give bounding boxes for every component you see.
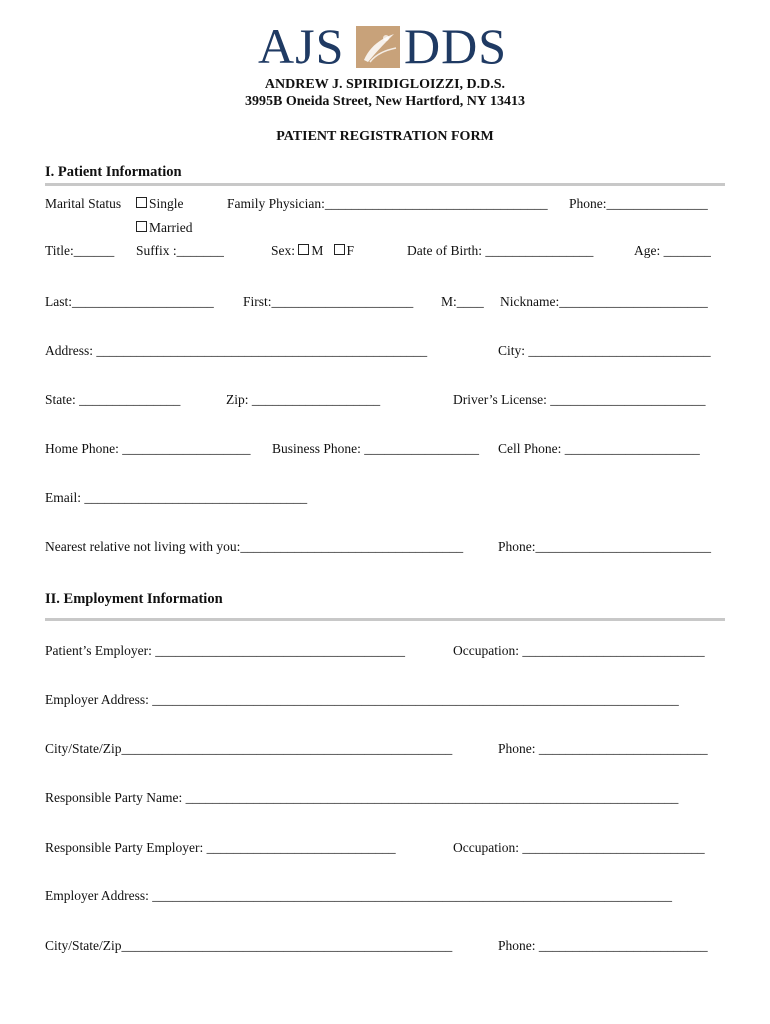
occupation-field[interactable]: Occupation: ___________________________ [453,643,705,658]
single-label: Single [149,196,184,211]
form-title: PATIENT REGISTRATION FORM [276,129,494,144]
employer-address-field[interactable]: Employer Address: ______________________________________________________________________________ [45,692,679,707]
suffix-field[interactable]: Suffix :_______ [136,243,224,258]
responsible-employer-address-field[interactable]: Employer Address: _____________________________________________________________________________ [45,888,672,903]
age-field[interactable]: Age: _______ [634,243,711,258]
title-field[interactable]: Title:______ [45,243,115,258]
city-field[interactable]: City: ___________________________ [498,343,711,358]
physician-phone-field[interactable]: Phone:_______________ [569,196,708,211]
drivers-license-field[interactable]: Driver’s License: _______________________ [453,392,706,407]
logo-text-ajs: AJS [258,18,345,74]
employer-phone-field[interactable]: Phone: _________________________ [498,741,708,756]
marital-status-label: Marital Status [45,196,122,211]
dentist-name: ANDREW J. SPIRIDIGLOIZZI, D.D.S. [264,77,506,92]
sex-m-checkbox[interactable] [298,244,309,255]
section-divider [45,618,725,621]
email-field[interactable]: Email: _________________________________ [45,490,308,505]
responsible-party-occupation-field[interactable]: Occupation: ___________________________ [453,840,705,855]
relative-phone-field[interactable]: Phone:__________________________ [498,539,712,554]
sex-f-label: F [346,243,355,258]
family-physician-field[interactable]: Family Physician:_________________________________ [227,196,548,211]
nearest-relative-field[interactable]: Nearest relative not living with you:_________________________________ [45,539,464,554]
middle-initial-field[interactable]: M:____ [441,294,484,309]
patient-employer-field[interactable]: Patient’s Employer: _____________________________________ [45,643,405,658]
section-employment-information: II. Employment Information [45,591,223,607]
sex-m-label: M [311,243,324,258]
responsible-party-employer-field[interactable]: Responsible Party Employer: ____________________________ [45,840,396,855]
cell-phone-field[interactable]: Cell Phone: ____________________ [498,441,700,456]
single-option[interactable] [136,196,184,212]
leaf-logo-icon [356,26,400,68]
sex-f-checkbox[interactable] [334,244,345,255]
city-state-zip-field[interactable]: City/State/Zip_________________________________________________ [45,741,453,756]
practice-address: 3995B Oneida Street, New Hartford, NY 13413 [245,94,525,109]
section-divider [45,183,725,186]
practice-logo [258,18,518,74]
zip-field[interactable]: Zip: ___________________ [226,392,381,407]
responsible-city-state-zip-field[interactable]: City/State/Zip_________________________________________________ [45,938,453,953]
state-field[interactable]: State: _______________ [45,392,181,407]
last-name-field[interactable]: Last:_____________________ [45,294,214,309]
section-patient-information: I. Patient Information [45,164,182,180]
nickname-field[interactable]: Nickname:______________________ [500,294,708,309]
logo-text-dds: DDS [404,18,508,74]
home-phone-field[interactable]: Home Phone: ___________________ [45,441,251,456]
sex-label: Sex: [271,243,296,258]
responsible-party-name-field[interactable]: Responsible Party Name: _________________________________________________________________________ [45,790,679,805]
single-checkbox[interactable] [136,197,147,208]
married-label: Married [149,220,193,235]
married-option[interactable] [136,220,192,236]
responsible-phone-field[interactable]: Phone: _________________________ [498,938,708,953]
date-of-birth-field[interactable]: Date of Birth: ________________ [407,243,594,258]
business-phone-field[interactable]: Business Phone: _________________ [272,441,480,456]
address-field[interactable]: Address: _________________________________________________ [45,343,428,358]
first-name-field[interactable]: First:_____________________ [243,294,414,309]
sex-field [271,243,354,259]
married-checkbox[interactable] [136,221,147,232]
